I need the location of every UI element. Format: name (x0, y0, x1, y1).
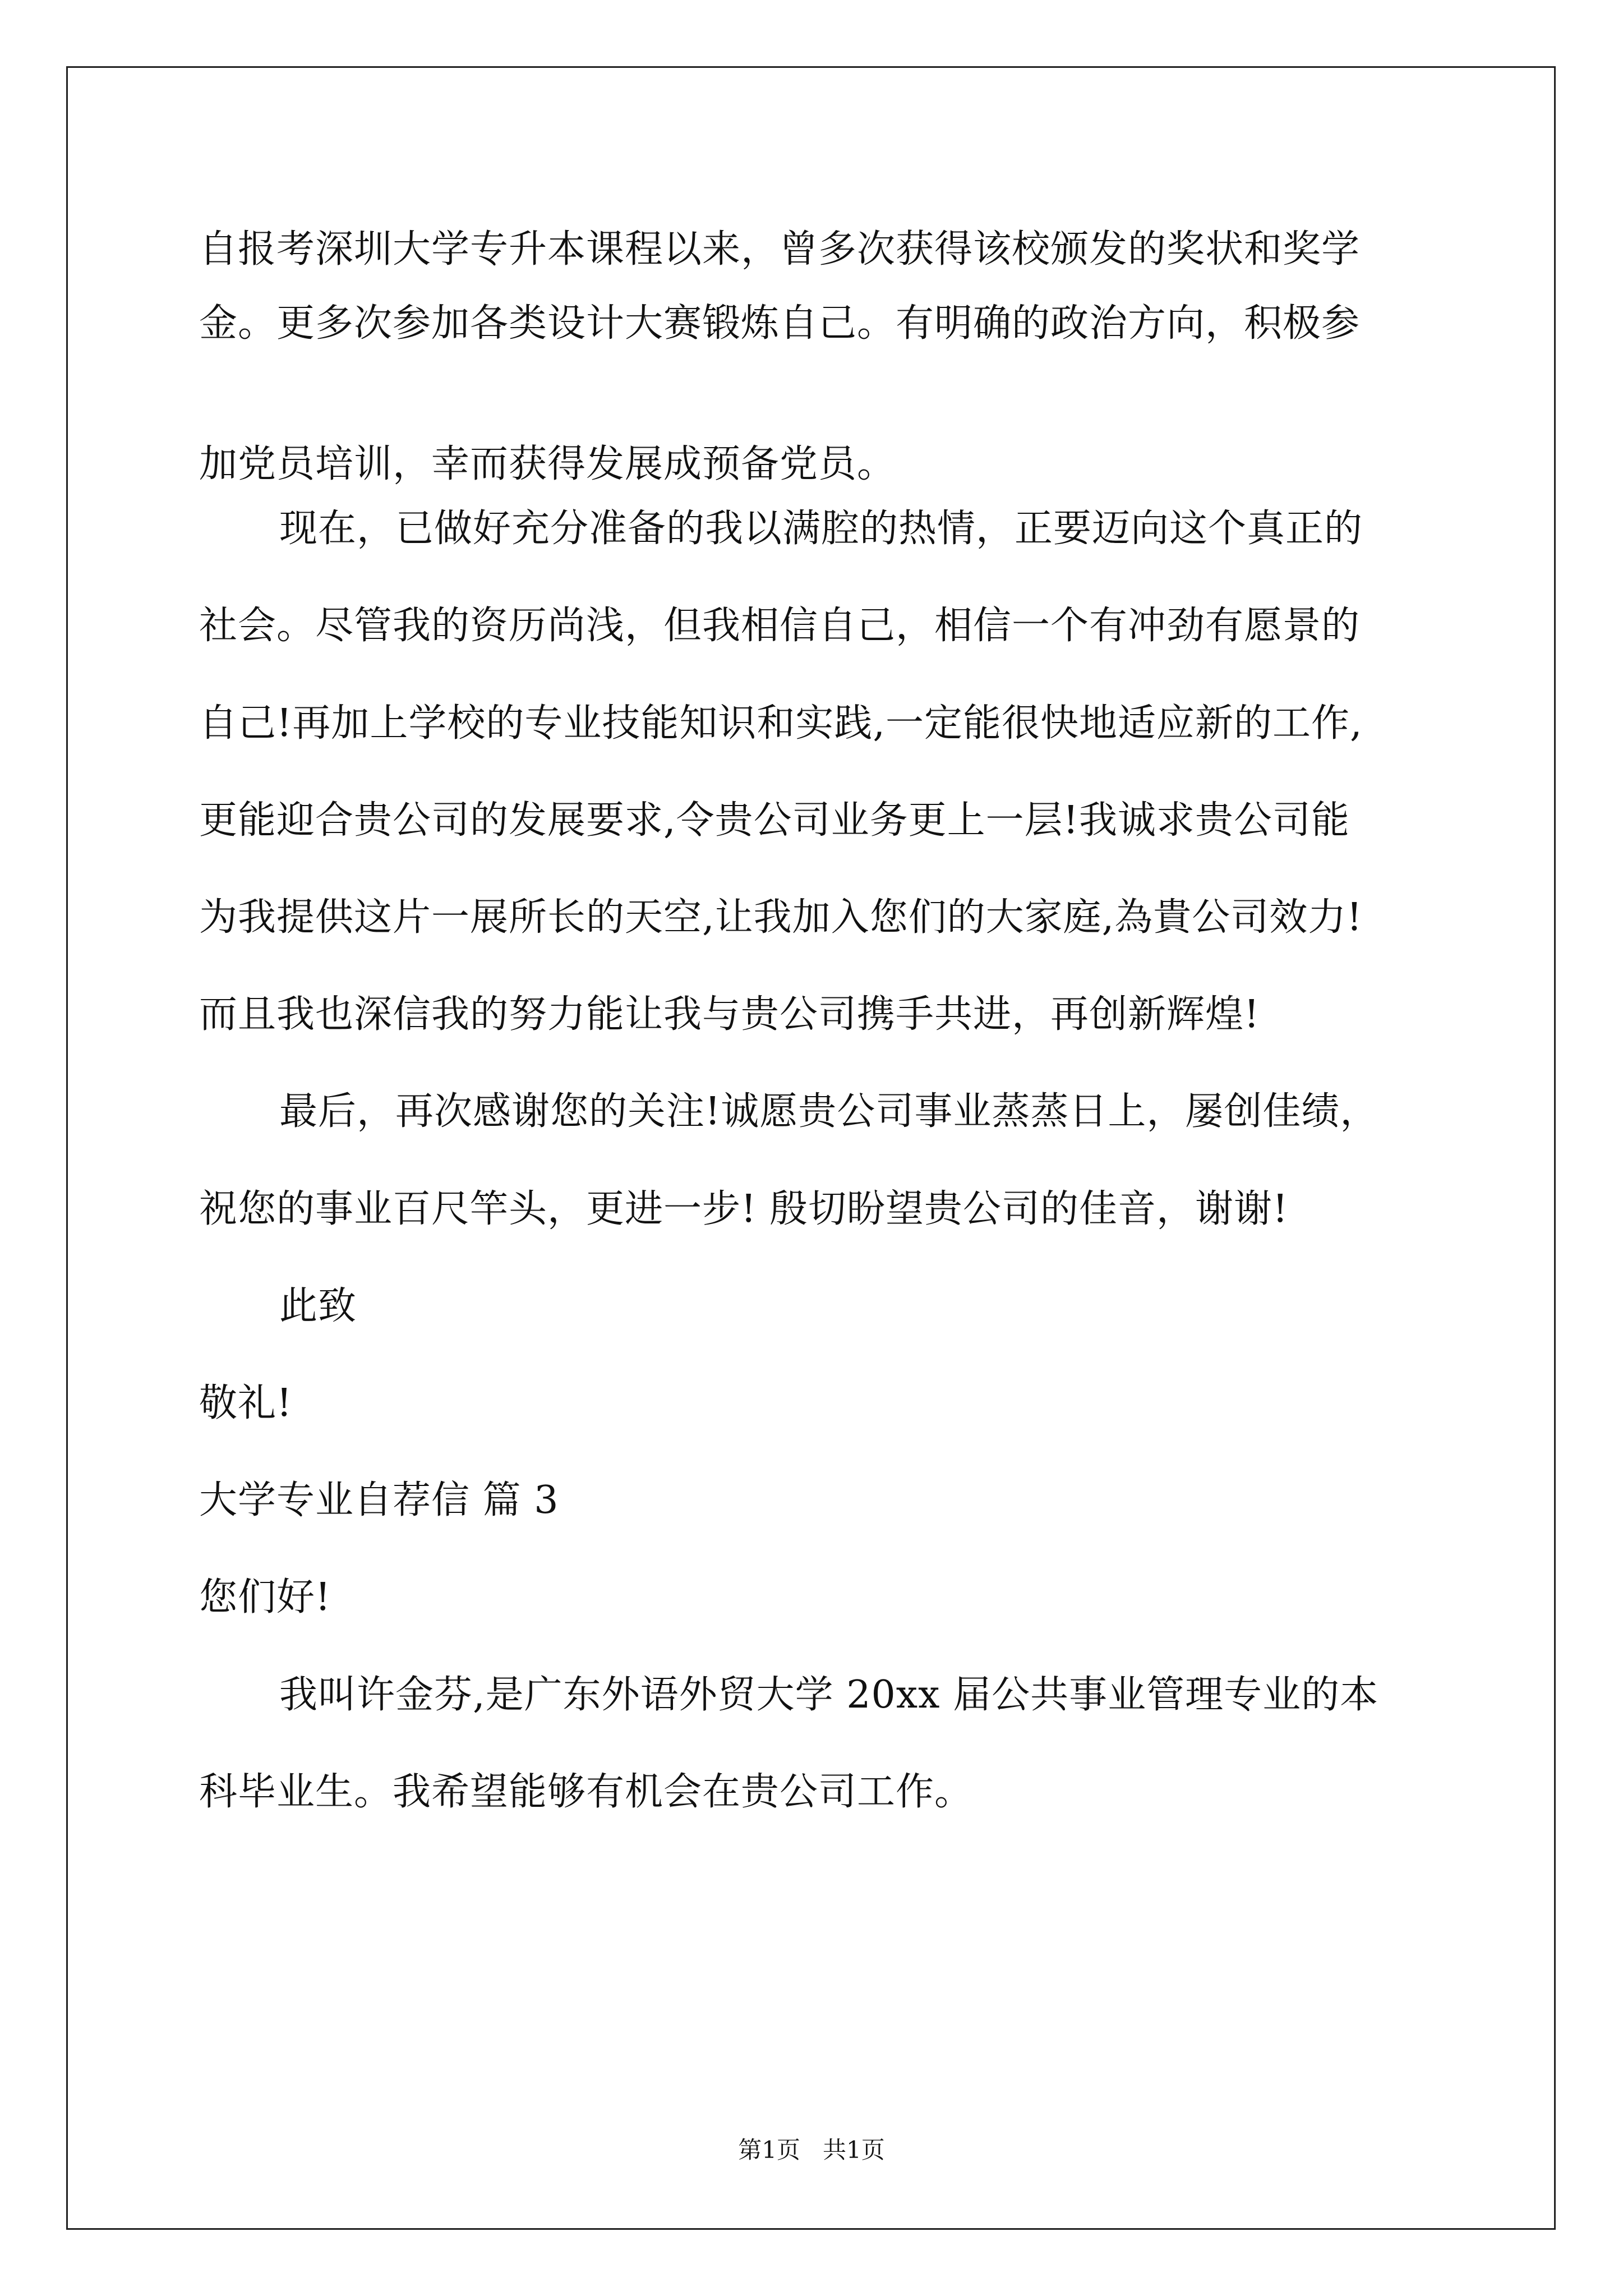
text-line: 我叫许金芬,是广东外语外贸大学 20xx 届公共事业管理专业的本 (279, 1673, 1379, 1717)
text-line: 加党员培训，幸而获得发展成预备党员。 (199, 442, 896, 486)
section-heading: 大学专业自荐信 篇 3 (199, 1478, 559, 1522)
text-line: 现在，已做好充分准备的我以满腔的热情，正要迈向这个真正的 (279, 507, 1363, 551)
text-line: 更能迎合贵公司的发展要求,令贵公司业务更上一层!我诚求贵公司能 (199, 798, 1350, 843)
text-line: 社会。尽管我的资历尚浅，但我相信自己，相信一个有冲劲有愿景的 (199, 604, 1361, 648)
text-line: 最后，再次感谢您的关注!诚愿贵公司事业蒸蒸日上，屡创佳绩， (279, 1089, 1379, 1134)
greeting: 您们好! (199, 1575, 331, 1619)
text-line: 祝您的事业百尺竿头，更进一步! 殷切盼望贵公司的佳音，谢谢! (199, 1187, 1289, 1231)
page-border (66, 66, 1556, 2230)
text-line: 自己!再加上学校的专业技能知识和实践,一定能很快地适应新的工作, (199, 701, 1363, 746)
text-line: 而且我也深信我的努力能让我与贵公司携手共进，再创新辉煌! (199, 992, 1260, 1037)
text-line: 金。更多次参加各类设计大赛锻炼自己。有明确的政治方向，积极参 (199, 301, 1361, 346)
text-line: 此致 (279, 1284, 357, 1328)
text-line: 科毕业生。我希望能够有机会在贵公司工作。 (199, 1770, 974, 1814)
text-line: 为我提供这片一展所长的天空,让我加入您们的大家庭,為貴公司效力! (199, 895, 1363, 940)
text-line: 自报考深圳大学专升本课程以来，曾多次获得该校颁发的奖状和奖学 (199, 227, 1361, 272)
page-number-footer: 第1页 共1页 (738, 2136, 885, 2164)
text-line: 敬礼! (199, 1381, 293, 1425)
